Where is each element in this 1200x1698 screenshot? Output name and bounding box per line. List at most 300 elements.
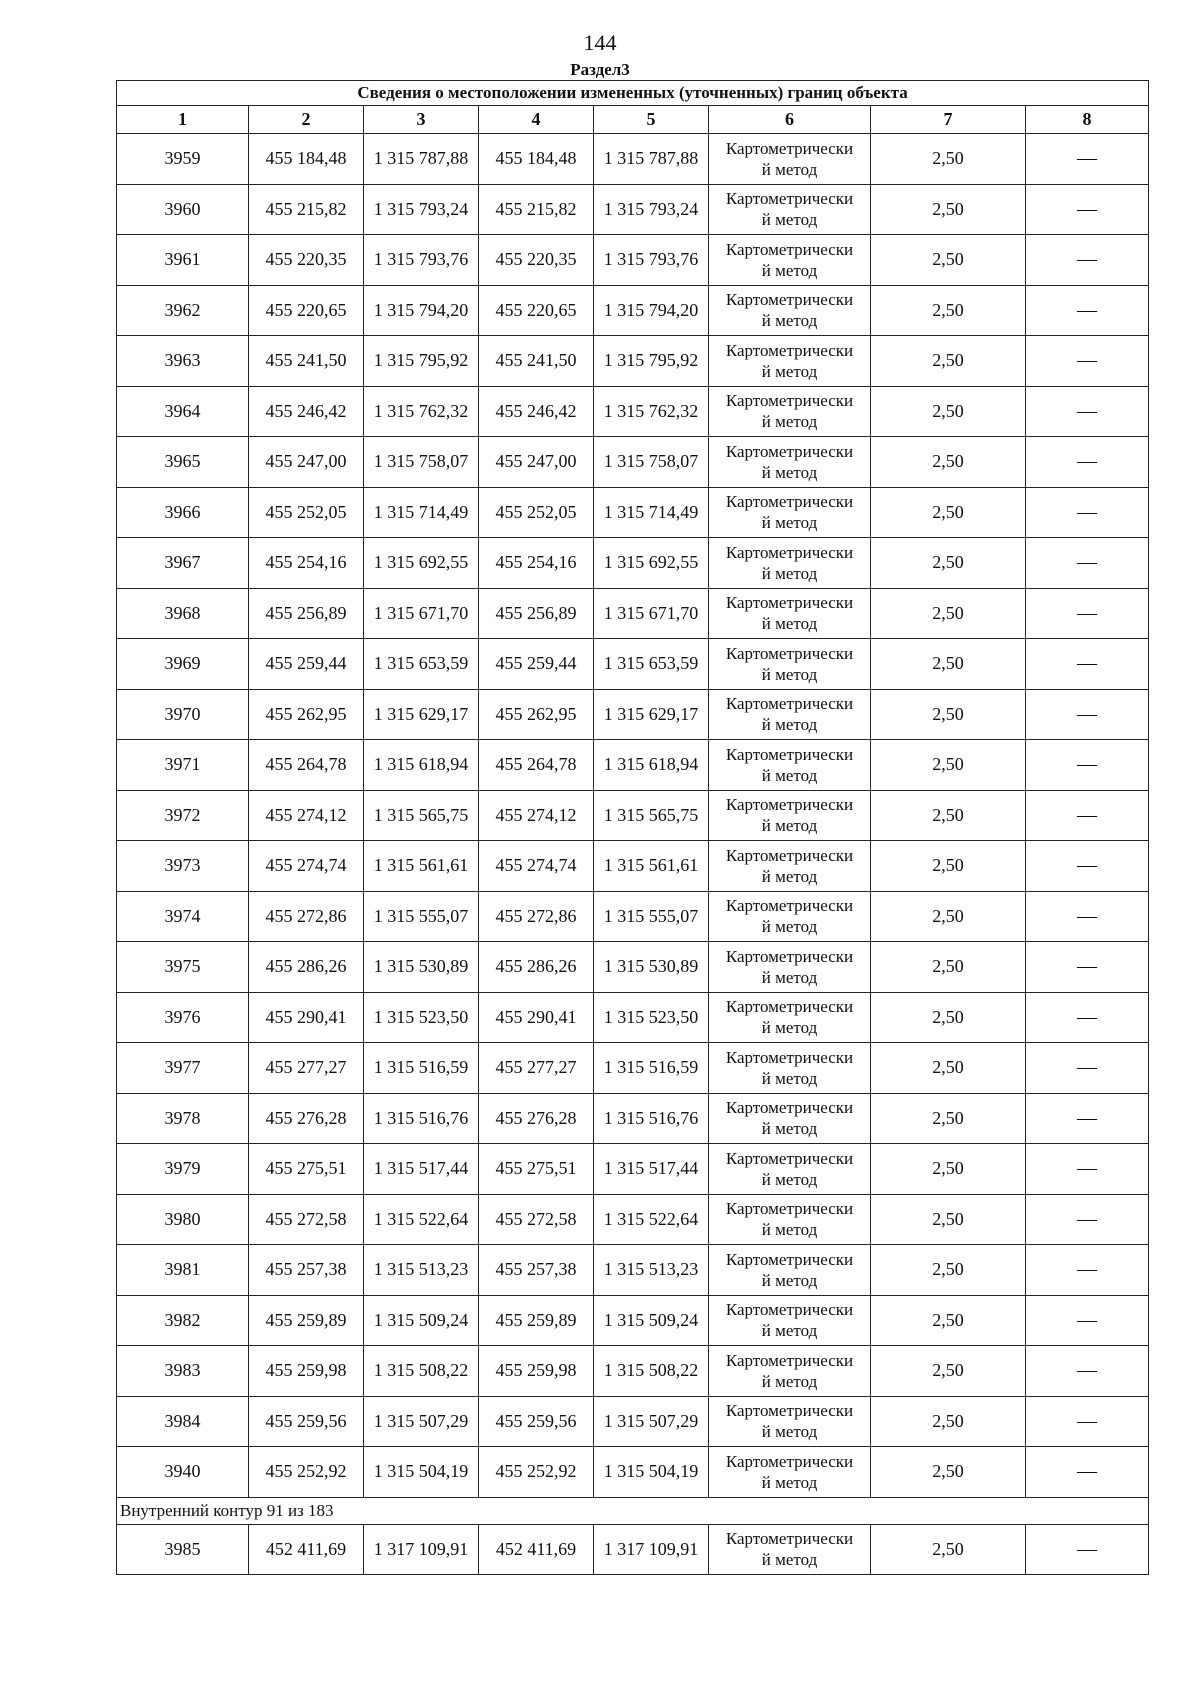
x-old-cell: 455 247,00 <box>249 437 364 488</box>
method-line-2: й метод <box>761 1119 818 1139</box>
description-cell: — <box>1026 235 1149 286</box>
x-new-cell: 455 264,78 <box>479 740 594 791</box>
method-cell <box>709 487 871 538</box>
y-old-cell: 1 315 522,64 <box>364 1194 479 1245</box>
accuracy-cell: 2,50 <box>871 992 1026 1043</box>
y-new-cell: 1 315 793,76 <box>594 235 709 286</box>
method-line-1: Картометрически <box>725 694 854 714</box>
x-old-cell: 455 252,92 <box>249 1447 364 1498</box>
y-old-cell: 1 315 794,20 <box>364 285 479 336</box>
x-new-cell: 455 274,12 <box>479 790 594 841</box>
table-row <box>117 942 1149 993</box>
method-cell <box>709 1093 871 1144</box>
y-old-cell: 1 315 618,94 <box>364 740 479 791</box>
method-line-2: й метод <box>761 361 818 381</box>
column-header: 1 <box>117 106 249 134</box>
method-line-1: Картометрически <box>725 1148 854 1168</box>
method-line-1: Картометрически <box>725 1047 854 1067</box>
accuracy-cell: 2,50 <box>871 942 1026 993</box>
y-new-cell: 1 315 762,32 <box>594 386 709 437</box>
table-row <box>117 538 1149 589</box>
method-line-2: й метод <box>761 715 818 735</box>
point-number-cell: 3940 <box>117 1447 249 1498</box>
description-cell: — <box>1026 1245 1149 1296</box>
x-old-cell: 455 274,12 <box>249 790 364 841</box>
method-line-1: Картометрически <box>725 1451 854 1471</box>
table-row <box>117 437 1149 488</box>
x-old-cell: 455 272,58 <box>249 1194 364 1245</box>
method-line-2: й метод <box>761 1169 818 1189</box>
point-number-cell: 3973 <box>117 841 249 892</box>
method-cell <box>709 1346 871 1397</box>
method-cell <box>709 538 871 589</box>
y-new-cell: 1 315 629,17 <box>594 689 709 740</box>
point-number-cell: 3970 <box>117 689 249 740</box>
description-cell: — <box>1026 1144 1149 1195</box>
point-number-cell: 3982 <box>117 1295 249 1346</box>
method-cell <box>709 235 871 286</box>
description-cell: — <box>1026 1295 1149 1346</box>
table-row <box>117 588 1149 639</box>
method-line-1: Картометрически <box>725 290 854 310</box>
table-row <box>117 1447 1149 1498</box>
method-cell <box>709 285 871 336</box>
x-old-cell: 455 184,48 <box>249 134 364 185</box>
point-number-cell: 3965 <box>117 437 249 488</box>
x-old-cell: 455 276,28 <box>249 1093 364 1144</box>
method-line-2: й метод <box>761 1472 818 1492</box>
x-old-cell: 455 286,26 <box>249 942 364 993</box>
method-cell <box>709 942 871 993</box>
x-old-cell: 455 220,35 <box>249 235 364 286</box>
x-new-cell: 455 252,92 <box>479 1447 594 1498</box>
column-header: 3 <box>364 106 479 134</box>
accuracy-cell: 2,50 <box>871 1295 1026 1346</box>
method-line-1: Картометрически <box>725 845 854 865</box>
point-number-cell: 3985 <box>117 1524 249 1575</box>
description-cell: — <box>1026 588 1149 639</box>
y-new-cell: 1 315 795,92 <box>594 336 709 387</box>
x-old-cell: 455 256,89 <box>249 588 364 639</box>
table-row <box>117 1144 1149 1195</box>
method-cell <box>709 1295 871 1346</box>
description-cell: — <box>1026 639 1149 690</box>
column-header: 2 <box>249 106 364 134</box>
y-new-cell: 1 315 516,59 <box>594 1043 709 1094</box>
method-line-1: Картометрически <box>725 391 854 411</box>
table-body <box>117 134 1149 1498</box>
column-header: 8 <box>1026 106 1149 134</box>
y-old-cell: 1 315 513,23 <box>364 1245 479 1296</box>
method-line-2: й метод <box>761 1068 818 1088</box>
accuracy-cell: 2,50 <box>871 1043 1026 1094</box>
point-number-cell: 3980 <box>117 1194 249 1245</box>
method-line-2: й метод <box>761 210 818 230</box>
column-header: 6 <box>709 106 871 134</box>
x-old-cell: 455 277,27 <box>249 1043 364 1094</box>
accuracy-cell: 2,50 <box>871 336 1026 387</box>
point-number-cell: 3960 <box>117 184 249 235</box>
accuracy-cell: 2,50 <box>871 1245 1026 1296</box>
method-cell <box>709 790 871 841</box>
x-old-cell: 455 246,42 <box>249 386 364 437</box>
description-cell: — <box>1026 1396 1149 1447</box>
y-new-cell: 1 315 516,76 <box>594 1093 709 1144</box>
method-line-2: й метод <box>761 1321 818 1341</box>
method-cell <box>709 1447 871 1498</box>
accuracy-cell: 2,50 <box>871 790 1026 841</box>
description-cell: — <box>1026 487 1149 538</box>
y-old-cell: 1 315 530,89 <box>364 942 479 993</box>
y-old-cell: 1 315 561,61 <box>364 841 479 892</box>
contour-section <box>117 1497 1149 1524</box>
y-new-cell: 1 315 692,55 <box>594 538 709 589</box>
table-row <box>117 1396 1149 1447</box>
y-new-cell: 1 315 794,20 <box>594 285 709 336</box>
x-old-cell: 455 275,51 <box>249 1144 364 1195</box>
method-line-1: Картометрически <box>725 1300 854 1320</box>
section-title: Раздел3 <box>570 60 630 79</box>
table-row <box>117 1194 1149 1245</box>
y-new-cell: 1 315 522,64 <box>594 1194 709 1245</box>
method-cell <box>709 639 871 690</box>
method-line-2: й метод <box>761 614 818 634</box>
point-number-cell: 3966 <box>117 487 249 538</box>
table-row <box>117 235 1149 286</box>
accuracy-cell: 2,50 <box>871 1524 1026 1575</box>
method-line-1: Картометрически <box>725 1098 854 1118</box>
method-line-2: й метод <box>761 412 818 432</box>
description-cell: — <box>1026 689 1149 740</box>
description-cell: — <box>1026 942 1149 993</box>
method-line-2: й метод <box>761 462 818 482</box>
table-row <box>117 487 1149 538</box>
column-header: 4 <box>479 106 594 134</box>
x-new-cell: 455 220,65 <box>479 285 594 336</box>
x-new-cell: 455 259,98 <box>479 1346 594 1397</box>
method-line-2: й метод <box>761 1422 818 1442</box>
description-cell: — <box>1026 992 1149 1043</box>
table-row <box>117 891 1149 942</box>
method-cell <box>709 386 871 437</box>
description-cell: — <box>1026 285 1149 336</box>
y-old-cell: 1 315 653,59 <box>364 639 479 690</box>
point-number-cell: 3968 <box>117 588 249 639</box>
x-old-cell: 455 220,65 <box>249 285 364 336</box>
x-new-cell: 455 290,41 <box>479 992 594 1043</box>
method-line-1: Картометрически <box>725 542 854 562</box>
table-row <box>117 689 1149 740</box>
point-number-cell: 3962 <box>117 285 249 336</box>
y-new-cell: 1 315 787,88 <box>594 134 709 185</box>
table-row <box>117 336 1149 387</box>
point-number-cell: 3972 <box>117 790 249 841</box>
table-row <box>117 841 1149 892</box>
method-line-2: й метод <box>761 563 818 583</box>
description-cell: — <box>1026 184 1149 235</box>
point-number-cell: 3974 <box>117 891 249 942</box>
method-line-2: й метод <box>761 513 818 533</box>
table-caption: Сведения о местоположении измененных (уточненных) границ объекта <box>117 81 1149 106</box>
y-new-cell: 1 315 504,19 <box>594 1447 709 1498</box>
method-cell <box>709 336 871 387</box>
method-cell <box>709 437 871 488</box>
method-cell <box>709 1524 871 1575</box>
table-row <box>117 386 1149 437</box>
method-line-2: й метод <box>761 159 818 179</box>
description-cell: — <box>1026 841 1149 892</box>
description-cell: — <box>1026 740 1149 791</box>
point-number-cell: 3964 <box>117 386 249 437</box>
x-new-cell: 455 246,42 <box>479 386 594 437</box>
x-old-cell: 455 262,95 <box>249 689 364 740</box>
point-number-cell: 3977 <box>117 1043 249 1094</box>
contour-table-body <box>117 1524 1149 1575</box>
accuracy-cell: 2,50 <box>871 1396 1026 1447</box>
y-old-cell: 1 315 516,76 <box>364 1093 479 1144</box>
x-old-cell: 455 215,82 <box>249 184 364 235</box>
x-new-cell: 455 220,35 <box>479 235 594 286</box>
accuracy-cell: 2,50 <box>871 235 1026 286</box>
point-number-cell: 3984 <box>117 1396 249 1447</box>
table-row <box>117 790 1149 841</box>
x-new-cell: 455 256,89 <box>479 588 594 639</box>
y-old-cell: 1 315 629,17 <box>364 689 479 740</box>
description-cell: — <box>1026 538 1149 589</box>
description-cell: — <box>1026 1093 1149 1144</box>
point-number-cell: 3976 <box>117 992 249 1043</box>
method-line-1: Картометрически <box>725 593 854 613</box>
accuracy-cell: 2,50 <box>871 285 1026 336</box>
description-cell: — <box>1026 1043 1149 1094</box>
y-new-cell: 1 315 561,61 <box>594 841 709 892</box>
y-old-cell: 1 315 517,44 <box>364 1144 479 1195</box>
accuracy-cell: 2,50 <box>871 1194 1026 1245</box>
description-cell: — <box>1026 790 1149 841</box>
method-line-1: Картометрически <box>725 441 854 461</box>
x-new-cell: 455 272,58 <box>479 1194 594 1245</box>
y-old-cell: 1 315 692,55 <box>364 538 479 589</box>
method-line-1: Картометрически <box>725 1529 854 1549</box>
method-line-1: Картометрически <box>725 1401 854 1421</box>
method-cell <box>709 184 871 235</box>
x-old-cell: 455 264,78 <box>249 740 364 791</box>
point-number-cell: 3967 <box>117 538 249 589</box>
method-line-2: й метод <box>761 866 818 886</box>
point-number-cell: 3971 <box>117 740 249 791</box>
method-cell <box>709 689 871 740</box>
accuracy-cell: 2,50 <box>871 538 1026 589</box>
accuracy-cell: 2,50 <box>871 1144 1026 1195</box>
table-row <box>117 740 1149 791</box>
x-old-cell: 455 272,86 <box>249 891 364 942</box>
table-row <box>117 639 1149 690</box>
x-old-cell: 452 411,69 <box>249 1524 364 1575</box>
x-old-cell: 455 254,16 <box>249 538 364 589</box>
x-new-cell: 455 259,56 <box>479 1396 594 1447</box>
accuracy-cell: 2,50 <box>871 386 1026 437</box>
method-cell <box>709 588 871 639</box>
table-row <box>117 1524 1149 1575</box>
method-line-2: й метод <box>761 1220 818 1240</box>
method-cell <box>709 841 871 892</box>
point-number-cell: 3983 <box>117 1346 249 1397</box>
method-line-2: й метод <box>761 917 818 937</box>
method-line-1: Картометрически <box>725 1199 854 1219</box>
y-old-cell: 1 315 762,32 <box>364 386 479 437</box>
x-old-cell: 455 290,41 <box>249 992 364 1043</box>
point-number-cell: 3981 <box>117 1245 249 1296</box>
y-new-cell: 1 315 513,23 <box>594 1245 709 1296</box>
y-old-cell: 1 315 523,50 <box>364 992 479 1043</box>
y-new-cell: 1 315 507,29 <box>594 1396 709 1447</box>
method-line-1: Картометрически <box>725 997 854 1017</box>
method-cell <box>709 891 871 942</box>
point-number-cell: 3978 <box>117 1093 249 1144</box>
table-row <box>117 1043 1149 1094</box>
column-header: 7 <box>871 106 1026 134</box>
x-old-cell: 455 274,74 <box>249 841 364 892</box>
x-new-cell: 455 257,38 <box>479 1245 594 1296</box>
y-new-cell: 1 317 109,91 <box>594 1524 709 1575</box>
y-new-cell: 1 315 508,22 <box>594 1346 709 1397</box>
table-row <box>117 1346 1149 1397</box>
y-old-cell: 1 315 555,07 <box>364 891 479 942</box>
method-line-1: Картометрически <box>725 643 854 663</box>
x-new-cell: 455 259,89 <box>479 1295 594 1346</box>
method-line-2: й метод <box>761 967 818 987</box>
x-new-cell: 455 259,44 <box>479 639 594 690</box>
contour-label-row <box>117 1497 1149 1524</box>
accuracy-cell: 2,50 <box>871 841 1026 892</box>
description-cell: — <box>1026 386 1149 437</box>
x-new-cell: 455 215,82 <box>479 184 594 235</box>
y-new-cell: 1 315 555,07 <box>594 891 709 942</box>
method-cell <box>709 134 871 185</box>
x-new-cell: 455 254,16 <box>479 538 594 589</box>
y-old-cell: 1 315 671,70 <box>364 588 479 639</box>
y-old-cell: 1 315 504,19 <box>364 1447 479 1498</box>
accuracy-cell: 2,50 <box>871 487 1026 538</box>
y-old-cell: 1 315 508,22 <box>364 1346 479 1397</box>
table-row <box>117 1245 1149 1296</box>
y-new-cell: 1 315 565,75 <box>594 790 709 841</box>
method-cell <box>709 992 871 1043</box>
y-old-cell: 1 315 787,88 <box>364 134 479 185</box>
y-old-cell: 1 315 509,24 <box>364 1295 479 1346</box>
x-old-cell: 455 252,05 <box>249 487 364 538</box>
y-new-cell: 1 315 671,70 <box>594 588 709 639</box>
method-line-2: й метод <box>761 1371 818 1391</box>
point-number-cell: 3959 <box>117 134 249 185</box>
accuracy-cell: 2,50 <box>871 1447 1026 1498</box>
y-new-cell: 1 315 509,24 <box>594 1295 709 1346</box>
accuracy-cell: 2,50 <box>871 1346 1026 1397</box>
x-new-cell: 455 184,48 <box>479 134 594 185</box>
table-row <box>117 1295 1149 1346</box>
method-cell <box>709 1396 871 1447</box>
x-old-cell: 455 257,38 <box>249 1245 364 1296</box>
y-old-cell: 1 315 516,59 <box>364 1043 479 1094</box>
method-cell <box>709 1245 871 1296</box>
method-line-1: Картометрически <box>725 492 854 512</box>
point-number-cell: 3963 <box>117 336 249 387</box>
x-old-cell: 455 259,98 <box>249 1346 364 1397</box>
y-old-cell: 1 315 565,75 <box>364 790 479 841</box>
y-new-cell: 1 315 523,50 <box>594 992 709 1043</box>
y-old-cell: 1 315 793,24 <box>364 184 479 235</box>
y-old-cell: 1 317 109,91 <box>364 1524 479 1575</box>
method-line-2: й метод <box>761 765 818 785</box>
y-old-cell: 1 315 793,76 <box>364 235 479 286</box>
contour-label: Внутренний контур 91 из 183 <box>117 1497 1149 1524</box>
table-header-row <box>117 106 1149 134</box>
x-new-cell: 455 277,27 <box>479 1043 594 1094</box>
method-line-2: й метод <box>761 816 818 836</box>
y-new-cell: 1 315 714,49 <box>594 487 709 538</box>
column-header: 5 <box>594 106 709 134</box>
method-line-1: Картометрически <box>725 138 854 158</box>
x-old-cell: 455 241,50 <box>249 336 364 387</box>
method-line-1: Картометрически <box>725 795 854 815</box>
method-cell <box>709 740 871 791</box>
description-cell: — <box>1026 1194 1149 1245</box>
accuracy-cell: 2,50 <box>871 1093 1026 1144</box>
description-cell: — <box>1026 1524 1149 1575</box>
x-new-cell: 455 275,51 <box>479 1144 594 1195</box>
y-old-cell: 1 315 758,07 <box>364 437 479 488</box>
method-line-1: Картометрически <box>725 946 854 966</box>
table-row <box>117 134 1149 185</box>
description-cell: — <box>1026 1346 1149 1397</box>
x-new-cell: 455 252,05 <box>479 487 594 538</box>
table-caption-row <box>117 81 1149 106</box>
accuracy-cell: 2,50 <box>871 184 1026 235</box>
method-line-2: й метод <box>761 1550 818 1570</box>
method-line-1: Картометрически <box>725 744 854 764</box>
method-line-1: Картометрически <box>725 189 854 209</box>
x-new-cell: 455 286,26 <box>479 942 594 993</box>
y-new-cell: 1 315 618,94 <box>594 740 709 791</box>
table-row <box>117 992 1149 1043</box>
point-number-cell: 3969 <box>117 639 249 690</box>
accuracy-cell: 2,50 <box>871 740 1026 791</box>
y-new-cell: 1 315 530,89 <box>594 942 709 993</box>
x-old-cell: 455 259,44 <box>249 639 364 690</box>
accuracy-cell: 2,50 <box>871 891 1026 942</box>
method-cell <box>709 1043 871 1094</box>
x-new-cell: 455 247,00 <box>479 437 594 488</box>
method-line-2: й метод <box>761 1270 818 1290</box>
method-line-1: Картометрически <box>725 1249 854 1269</box>
method-cell <box>709 1144 871 1195</box>
accuracy-cell: 2,50 <box>871 588 1026 639</box>
table-row <box>117 184 1149 235</box>
point-number-cell: 3975 <box>117 942 249 993</box>
x-new-cell: 455 276,28 <box>479 1093 594 1144</box>
x-new-cell: 455 274,74 <box>479 841 594 892</box>
y-old-cell: 1 315 795,92 <box>364 336 479 387</box>
y-old-cell: 1 315 714,49 <box>364 487 479 538</box>
method-cell <box>709 1194 871 1245</box>
table-row <box>117 285 1149 336</box>
method-line-1: Картометрически <box>725 1350 854 1370</box>
description-cell: — <box>1026 891 1149 942</box>
accuracy-cell: 2,50 <box>871 134 1026 185</box>
method-line-2: й метод <box>761 260 818 280</box>
description-cell: — <box>1026 1447 1149 1498</box>
method-line-2: й метод <box>761 311 818 331</box>
